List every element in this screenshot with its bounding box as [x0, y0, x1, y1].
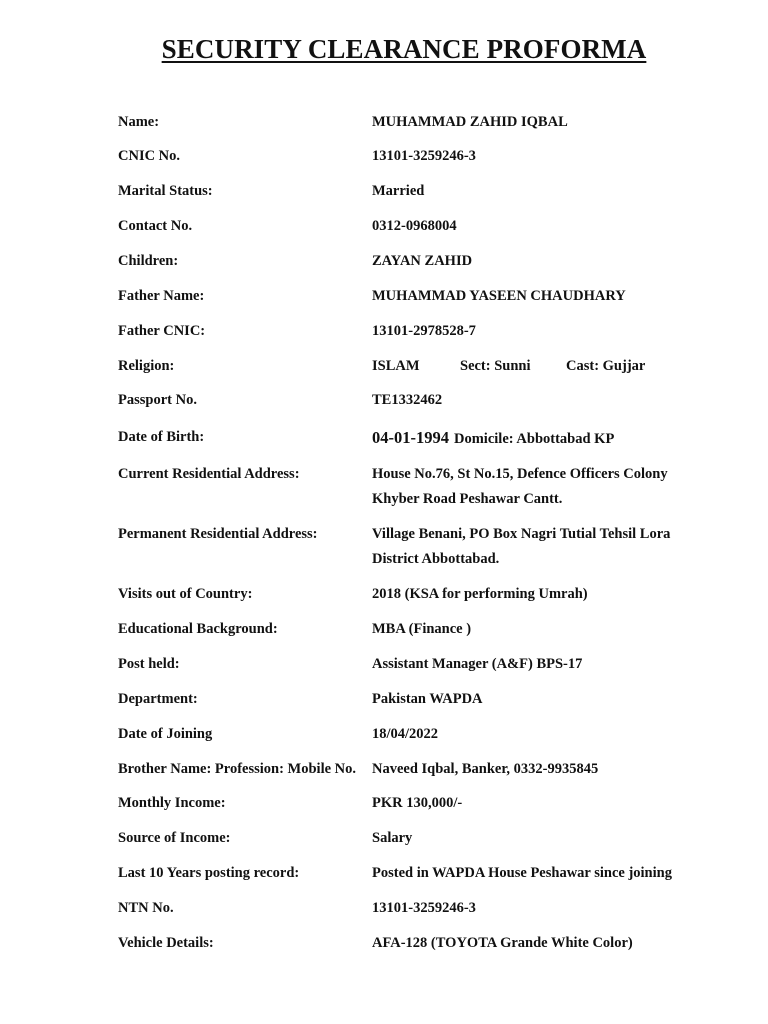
field-label: Source of Income: — [118, 830, 231, 846]
field-label: Visits out of Country: — [118, 586, 253, 602]
sect-value: Sect: Sunni — [460, 358, 531, 374]
address-line-2: District Abbottabad. — [372, 551, 500, 567]
field-label: Children: — [118, 253, 179, 269]
field-label: CNIC No. — [118, 148, 181, 164]
address-line-1: House No.76, St No.15, Defence Officers Colony — [372, 466, 668, 482]
field-value: MUHAMMAD YASEEN CHAUDHARY — [372, 288, 626, 304]
field-label: Date of Joining — [118, 726, 213, 742]
field-value: PKR 130,000/- — [372, 795, 463, 811]
field-value: Pakistan WAPDA — [372, 691, 483, 707]
document-title: SECURITY CLEARANCE PROFORMA — [161, 34, 647, 64]
field-label: Vehicle Details: — [118, 935, 214, 951]
field-label: NTN No. — [118, 900, 174, 916]
field-value: MBA (Finance ) — [372, 621, 472, 637]
field-label: Name: — [118, 114, 160, 130]
field-label: Educational Background: — [118, 621, 278, 637]
field-label: Permanent Residential Address: — [118, 526, 318, 542]
field-value: Naveed Iqbal, Banker, 0332-9935845 — [372, 761, 599, 777]
dob-value: 04-01-1994 — [372, 428, 449, 447]
field-label: Contact No. — [118, 218, 193, 234]
field-label: Date of Birth: — [118, 429, 205, 445]
field-label: Current Residential Address: — [118, 466, 300, 482]
field-label: Father CNIC: — [118, 323, 206, 339]
field-value: Assistant Manager (A&F) BPS-17 — [372, 656, 583, 672]
religion-value: ISLAM — [372, 358, 420, 374]
field-value: 13101-3259246-3 — [372, 148, 476, 164]
domicile-value: Domicile: Abbottabad KP — [454, 431, 615, 447]
field-label: Post held: — [118, 656, 180, 672]
field-value-group — [372, 522, 752, 572]
field-label: Religion: — [118, 358, 175, 374]
address-line-2: Khyber Road Peshawar Cantt. — [372, 491, 563, 507]
field-label: Monthly Income: — [118, 795, 226, 811]
field-value: 13101-2978528-7 — [372, 323, 476, 339]
field-value: Married — [372, 183, 425, 199]
field-value: TE1332462 — [372, 392, 443, 408]
field-label: Father Name: — [118, 288, 205, 304]
field-value: MUHAMMAD ZAHID IQBAL — [372, 114, 568, 130]
field-value: Salary — [372, 830, 413, 846]
field-value-group — [372, 425, 752, 452]
address-line-1: Village Benani, PO Box Nagri Tutial Tehsil Lora — [372, 526, 671, 542]
field-value-group — [372, 354, 752, 379]
field-value: Posted in WAPDA House Peshawar since joining — [372, 865, 672, 881]
field-value: 2018 (KSA for performing Umrah) — [372, 586, 588, 602]
field-label: Department: — [118, 691, 198, 707]
field-label: Brother Name: Profession: Mobile No. — [118, 761, 357, 777]
field-value: 0312-0968004 — [372, 218, 457, 234]
field-value: AFA-128 (TOYOTA Grande White Color) — [372, 935, 633, 951]
field-value-group — [372, 462, 752, 512]
field-value: 18/04/2022 — [372, 726, 439, 742]
field-label: Marital Status: — [118, 183, 213, 199]
field-value: ZAYAN ZAHID — [372, 253, 473, 269]
field-label: Passport No. — [118, 392, 197, 408]
cast-value: Cast: Gujjar — [566, 358, 646, 374]
field-value: 13101-3259246-3 — [372, 900, 476, 916]
field-label: Last 10 Years posting record: — [118, 865, 300, 881]
